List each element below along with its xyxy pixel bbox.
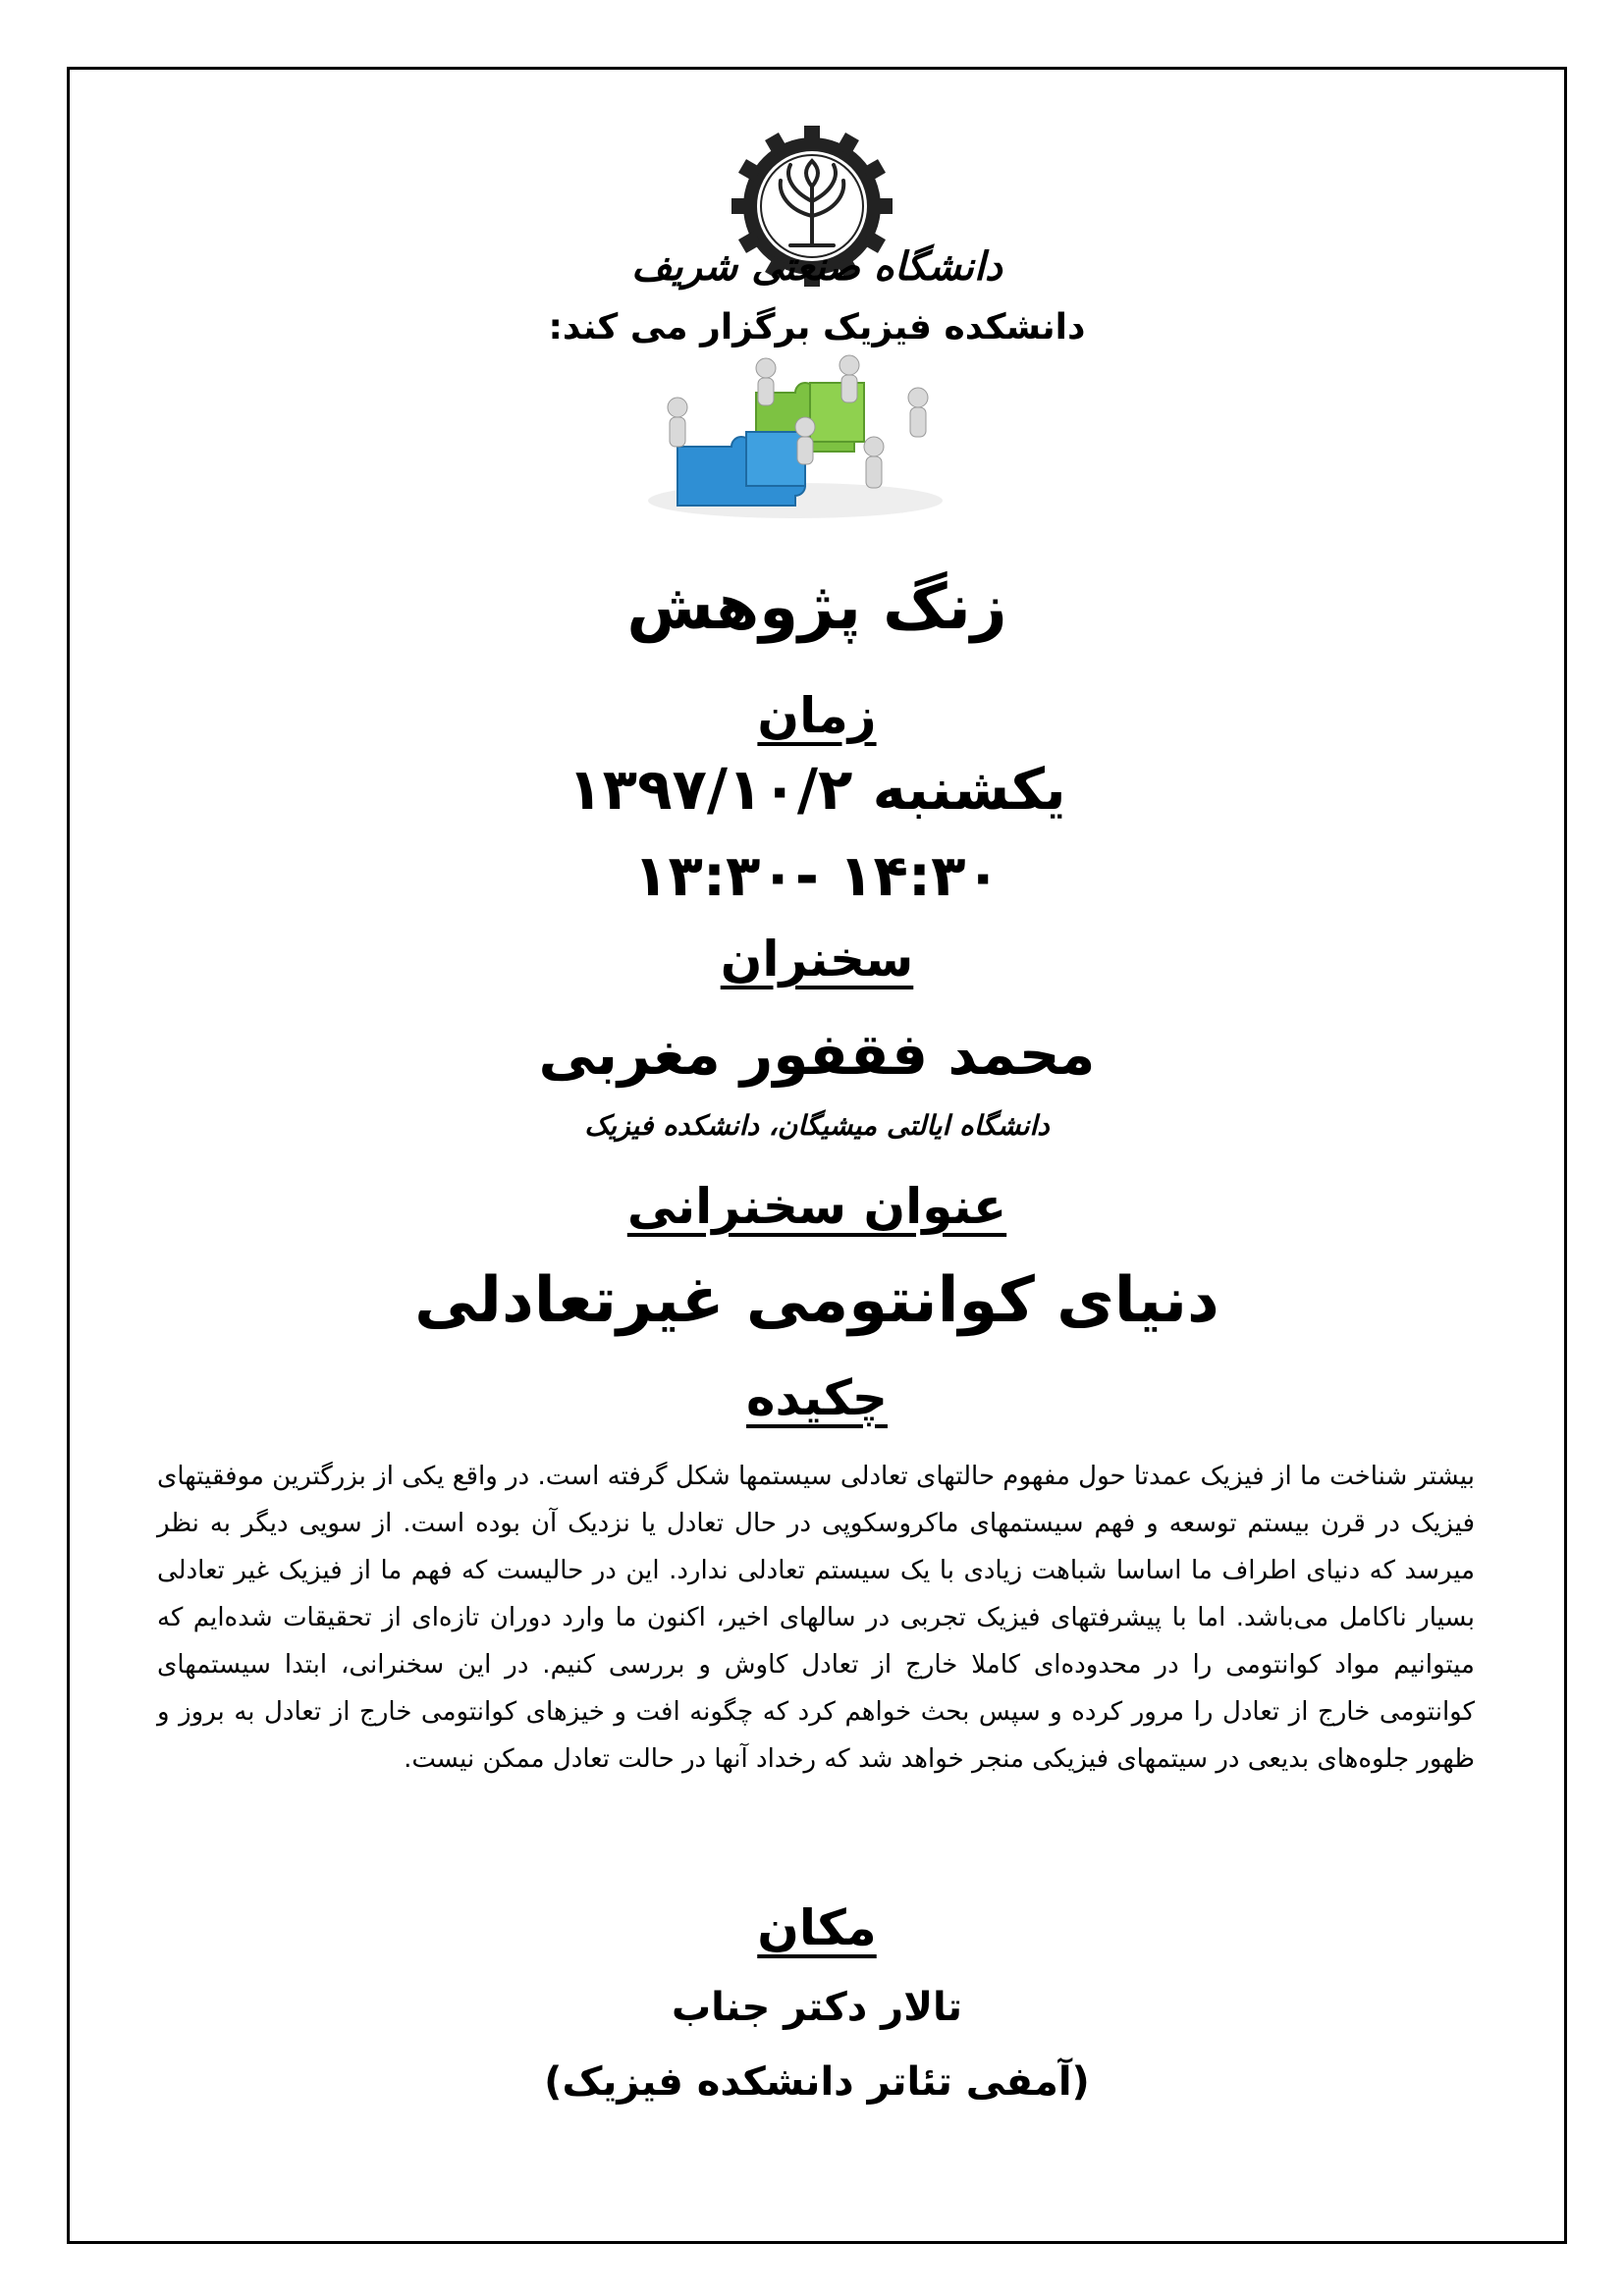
speaker-name: محمد فقفور مغربی (538, 1021, 1096, 1088)
speaker-heading: سخنران (720, 931, 914, 988)
abstract-section (67, 1369, 1567, 1426)
abstract-text: بیشتر شناخت ما از فیزیک عمدتا حول مفهوم حالتهای تعادلی سیستمها شکل گرفته است. در واقع یکی از بزرگترین موفقیتهای فیزیک در قرن بیستم توسعه و فهم سیستمهای ماکروسکوپی در حال تعادل یا نزدیک آن بوده است. از سویی دیگر به نظر میرسد که دنیای اطراف ما اساسا شباهت زیادی با یک سیستم تعادلی ندارد. این در حالیست که فهم ما از فیزیک غیر تعادلی بسیار ناکامل می‌باشد. اما با پیشرفتهای فیزیک تجربی در سالهای اخیر، اکنون ما وارد دوران تازه‌ای از تحقیقات شده‌ایم که میتوانیم مواد کوانتومی را در محدوده‌ای کاملا خارج از تعادل کاوش و بررسی کنیم. در این سخنرانی، ابتدا سیستمهای کوانتومی خارج از تعادل را مرور کرده و سپس بحث خواهم کرد که چگونه افت و خیزهای کوانتومی خارج از تعادل به بروز و ظهور جلوه‌های بدیعی در سیتمهای فیزیکی منجر خواهد شد که رخداد آنها در حالت تعادل ممکن نیست. (157, 1462, 1475, 1774)
talk-title: دنیای کوانتومی غیرتعادلی (414, 1264, 1219, 1337)
event-title: زنگ پژوهش (626, 571, 1007, 644)
venue-section (67, 1899, 1567, 1956)
venue-hall: تالار دکتر جناب (671, 1985, 963, 2030)
time-section (67, 687, 1567, 744)
speaker-section (67, 931, 1567, 988)
speaker-affiliation: دانشگاه ایالتی میشیگان، دانشکده فیزیک (584, 1109, 1050, 1142)
talk-heading: عنوان سخنرانی (626, 1178, 1007, 1235)
event-date: یکشنبه ۱۳۹۷/۱۰/۲ (568, 756, 1066, 823)
organizer-line: دانشکده فیزیک برگزار می کند: (548, 307, 1086, 347)
venue-detail: (آمفی تئاتر دانشکده فیزیک) (544, 2059, 1090, 2105)
puzzle-team-illustration (638, 353, 952, 525)
abstract-heading: چکیده (746, 1369, 888, 1426)
venue-heading: مکان (757, 1899, 877, 1956)
event-hours: ۱۴:۳۰ -۱۳:۳۰ (633, 842, 1001, 909)
talk-section (67, 1178, 1567, 1235)
university-name-script: دانشگاه صنعتی شریف (631, 243, 1002, 290)
time-heading: زمان (757, 687, 877, 744)
